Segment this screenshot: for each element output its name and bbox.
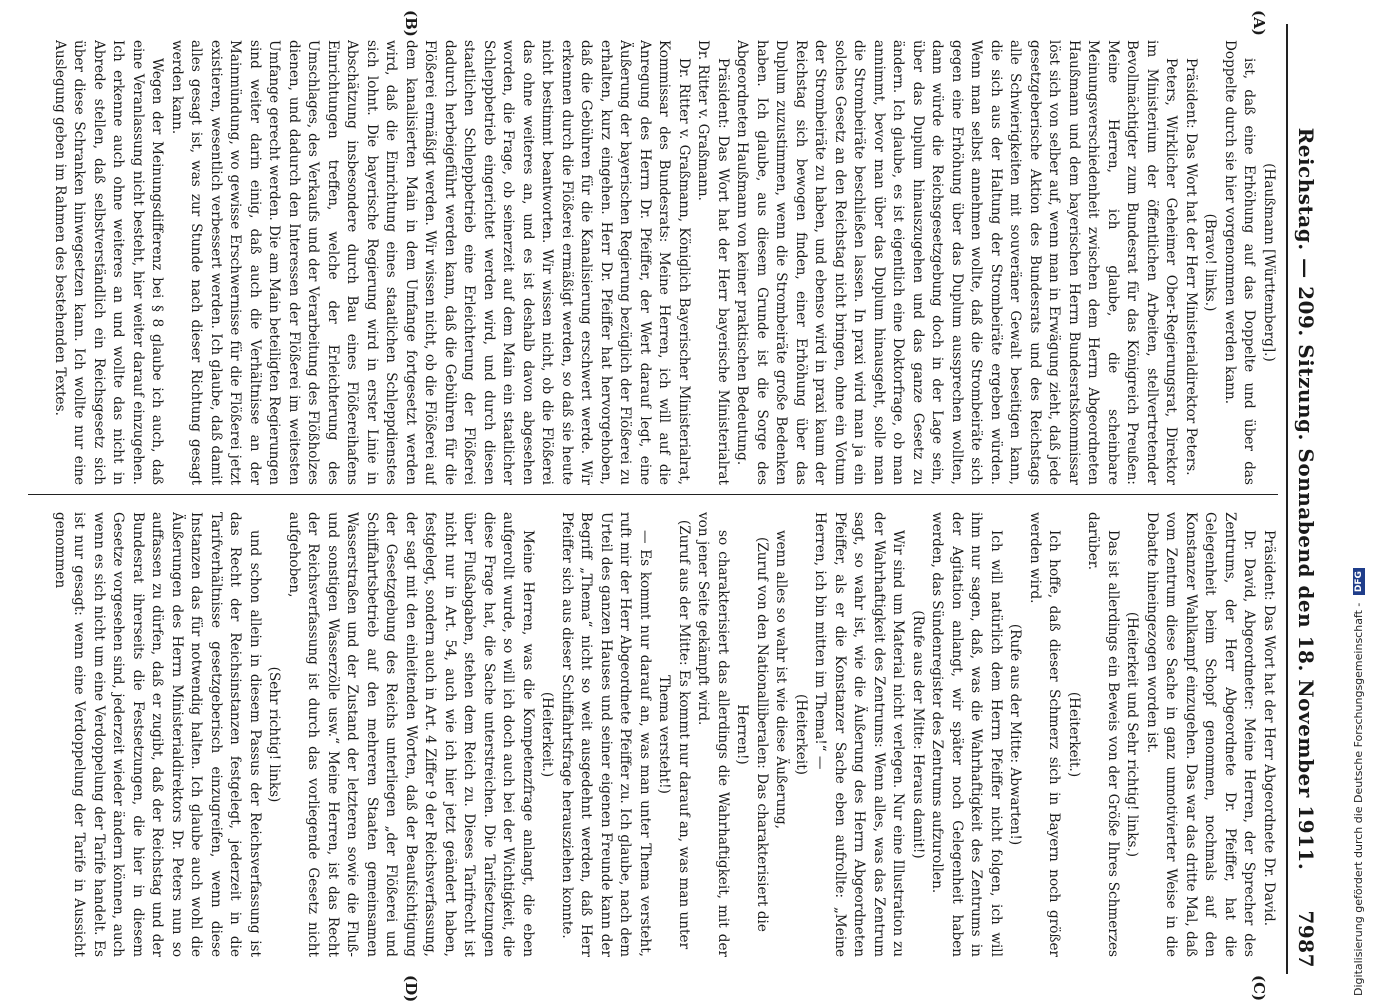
margin-marker-c: (C)	[1250, 975, 1268, 1002]
paragraph: (Heiterkeit.)	[539, 691, 556, 778]
header-title: Reichstag. — 209. Sitzung. Sonnabend den 18. November 1911.	[1294, 127, 1318, 871]
paragraph: Meine Herren, was die Kompetenzfrage anlangt, die eben aufgerollt wurde, so will ich doch auch bei der Wichtigkeit, die diese Frage hat, die Sache unterstreichen. Die Tarifsetzungen über Flußabgaben, stehen dem Reich zu. Dieses Tarifrecht ist nicht nur in Art. 54, auch wie ich hier jetzt geändert haben, festgelegt, sondern auch in Art. 4 Ziffer 9 der Reichsverfassung, der sagt mit den einleitenden Worten, daß der Beaufsichtigung der Gesetzgebung des Reichs unterliegen „der Flößerei und Schiffahrtsbetrieb auf den mehreren Staaten gemeinsamen Wasserstraßen und der Zustand der letzteren sowie die Fluß- und sonstigen Wasserzölle usw.“ Meine Herren, ist das Recht der Reichsverfassung ist durch das vorliegende Gesetz nicht aufgehoben,	[286, 512, 536, 957]
paragraph: ist, daß eine Erhöhung auf das Doppelte und über das Doppelte durch sie hier vorgenommen werden kann.	[1222, 40, 1258, 485]
paragraph: Ich hoffe, daß dieser Schmerz sich in Bayern noch größer werden wird.	[1027, 512, 1063, 957]
dfg-logo: DFG	[1353, 568, 1365, 595]
margin-marker-d: (D)	[402, 975, 420, 1002]
paragraph: Dr. David, Abgeordneter: Meine Herren, der Sprecher des Zentrums, der Herr Abgeordnete Dr. Pfeiffer, hat die Gelegenheit beim Schopf genommen, nochmals auf den Konstanzer Wahlkampf einzugehen. Das war das dritte Mal, daß vom Zentrum diese Sache in ganz unmotivierter Weise in die Debatte hineingezogen worden ist.	[1144, 512, 1258, 957]
paragraph: wenn alles so wahr ist wie diese Äußerung,	[773, 530, 790, 830]
left-column	[23, 40, 1278, 485]
paragraph: — Es kommt nur darauf an, was man unter Thema versteht, ruft mir der Herr Abgeordnete Pfeiffer zu. Ich glaube, nach dem Urteil des ganzen Hauses und seiner eigenen Freunde kann der Begriff „Thema“ nicht so weit ausgedehnt werden, daß Herr Pfeiffer sich aus dieser Schiffahrtsfrage herausziehen konnte.	[559, 512, 653, 957]
right-column	[23, 512, 1278, 957]
paragraph: Wir sind um Material nicht verlegen. Nur eine Illustration zu der Wahrhaftigkeit des Zentrums: Wenn alles, was das Zentrum sagt, so wahr ist, wie die Äußerung des Herrn Abgeordneten Pfeiffer, als er die Konstanzer Sache eben aufrollte: „Meine Herren, ich bin mitten im Thema!“ —	[812, 512, 907, 957]
paragraph: (Zuruf von den Nationalliberalen: Das charakterisiert die Herren!)	[734, 537, 770, 932]
paragraph: Ich will natürlich dem Herrn Pfeiffer nicht folgen, ich will ihm nur sagen, daß, was die Wahrhaftigkeit des Zentrums in der Agitation anlangt, wir später noch Gelegenheit haben werden, das Sündenregister des Zentrums aufzurollen.	[929, 512, 1004, 957]
paragraph: (Rufe aus der Mitte: Heraus damit!)	[910, 610, 926, 859]
paragraph: (Heiterkeit.)	[1066, 691, 1082, 778]
paragraph: (Rufe aus der Mitte: Abwarten!)	[1007, 623, 1024, 846]
paragraph: (Zuruf aus der Mitte: Es kommt nur darauf an, was man unter Thema versteht!)	[656, 519, 692, 950]
paragraph: Präsident: Das Wort hat der Herr Ministerialdirektor Peters.	[1183, 58, 1199, 476]
paragraph: Präsident: Das Wort hat der Herr bayerische Ministerialrat Dr. Ritter v. Graßmann.	[695, 40, 731, 485]
column-divider	[28, 494, 1278, 495]
paragraph: Wegen der Meinungsdifferenz bei § 8 glaube ich auch, daß eine Veranlassung nicht besteht, hier weiter darauf einzugehen. Ich erkenne auch ohne weiteres an und wollte das nicht in Abrede stellen, daß selbstverständlich ein Reichsgesetz sich über diese Schranken hinwegsetzen kann. Ich wollte nur eine Auslegung geben im Rahmen des bestehenden Textes.	[52, 40, 166, 485]
paragraph: (Bravo! links.)	[1202, 213, 1219, 312]
paragraph: (Haußmann [Württemberg].)	[1261, 163, 1277, 362]
paragraph: Dr. Ritter v. Graßmann, Königlich Bayerischer Ministerialrat, Kommissar des Bundesrats: Meine Herren, ich will auf die Anregung des Herrn Dr. Pfeiffer, der Wert darauf legt, eine Äußerung der bayerischen Regierung bezüglich der Flößerei zu erhalten, kurz eingehen. Herr Dr. Pfeiffer hat hervorgehoben, daß die Gebühren für die Kanalisierung erschwert werde. Wir erkennen durch die Flößerei ermäßigt werden, so daß sie heute nicht bestimmt beantworten. Wir wissen nicht, ob die Flößerei das ohne weiteres an, und es ist deshalb davon abgesehen worden, die Frage, ob seinerzeit auf dem Main ein staatlicher Schleppbetrieb eingerichtet werden wird, und durch diesen staatlichen Schleppbetrieb eine Erleichterung der Flößerei dadurch herbeigeführt werden kann, daß die Gebühren für die Flößerei ermäßigt werden. Wir wissen nicht, ob die Flößerei auf dem kanalisierten Main in dem Umfange fortgesetzt werden wird, daß die Einrichtung eines staatlichen Schleppdienstes sich lohnt. Die bayerische Regierung wird in erster Linie in Abschätzung insbesondere durch Bau eines Flößereihafens Einrichtungen treffen, welche der Erleichterung des Umschlages, des Verkaufs und der Verarbeitung des Flößholzes dienen, und dadurch den Interessen der Flößerei im weitesten Umfange gerecht werden. Die am Main beteiligten Regierungen sind weiter darin einig, daß auch die Verhältnisse an der Mainmündung, wo gewisse Erschwernisse für die Flößerei jetzt existieren, wesentlich verbessert werden. Ich glaube, daß damit alles gesagt ist, was zur Stunde nach dieser Richtung gesagt werden kann.	[169, 40, 692, 485]
paragraph: (Heiterkeit und Sehr richtig! links.)	[1124, 611, 1141, 858]
margin-marker-b: (B)	[402, 10, 420, 37]
paragraph: Peters, Wirklicher Geheimer Ober-Regierungsrat, Direktor im Ministerium der öffentlichen Arbeiten, stellvertretender Bevollmächtigter zum Bundesrat für das Königreich Preußen: Meine Herren, ich glaube, die scheinbare Meinungsverschiedenheit zwischen dem Herrn Abgeordneten Haußmann und dem bayerischen Herrn Bundesratskommissar löst sich von selber auf, wenn man in Erwägung zieht, daß jede gesetzgeberische Aktion des Bundesrats und des Reichstags alle Schwierigkeiten mit souveräner Gewalt beseitigen kann, die sich aus der Haltung der Strombeiräte ergeben würden. Wenn man selbst annehmen wollte, daß die Strombeiräte sich gegen eine Erhöhung über das Duplum aussprechen wollten, dann würde die Reichsgesetzgebung doch in der Lage sein, über das Duplum hinauszugehen und das ganze Gesetz zu ändern. Ich glaube, es ist eigentlich eine Doktorfrage, ob man annimmt, bevor man über das Duplum hinausgeht, solle man die Strombeiräte beschließen lassen. In praxi wird man ja ein solches Gesetz an den Reichstag nicht bringen, ohne ein Votum der Strombeiräte zu haben, und ebenso wird in praxi kaum der Reichstag sich bewogen finden, einer Erhöhung über das Duplum zuzustimmen, wenn die Strombeiräte große Bedenken haben. Ich glaube, aus diesem Grunde ist die Sorge des Abgeordneten Haußmann von keiner praktischen Bedeutung.	[734, 40, 1180, 485]
page-number: 7987	[1294, 910, 1318, 968]
paragraph: Das ist allerdings ein Beweis von der Größe Ihres Schmerzes darüber.	[1085, 512, 1121, 957]
paragraph: (Heiterkeit)	[793, 694, 809, 775]
digitization-footer	[1352, 568, 1365, 996]
page-header	[1286, 24, 1322, 974]
paragraph: und schon allein in diesem Passus der Reichsverfassung ist das Recht der Reichsinstanzen festgelegt, jederzeit in die Tarifverhältnisse gesetzgeberisch einzugreifen, wenn diese Instanzen das für notwendig halten. Ich glaube auch wohl die Äußerungen des Herrn Ministerialdirektors Dr. Peters nun so auffassen zu dürfen, daß er zugibt, daß der Reichstag und der Bundesrat ihrerseits die Festsetzungen, die hier in diesem Gesetze vorgesehen sind, jederzeit wieder ändern können, auch wenn es sich nicht um eine Verdoppelung der Tarife handelt. Es ist nur gesagt: wenn eine Verdoppelung der Tarife in Aussicht genommen	[52, 512, 263, 957]
footer-text: Digitalisierung gefördert durch die Deutsche Forschungsgemeinschaft -	[1352, 602, 1365, 996]
margin-marker-a: (A)	[1250, 10, 1268, 36]
paragraph: Präsident: Das Wort hat der Herr Abgeordnete Dr. David.	[1261, 530, 1277, 927]
paragraph: (Sehr richtig! links)	[266, 666, 283, 803]
paragraph: so charakterisiert das allerdings die Wahrhaftigkeit, mit der von jener Seite gekämpft wird.	[695, 512, 731, 957]
